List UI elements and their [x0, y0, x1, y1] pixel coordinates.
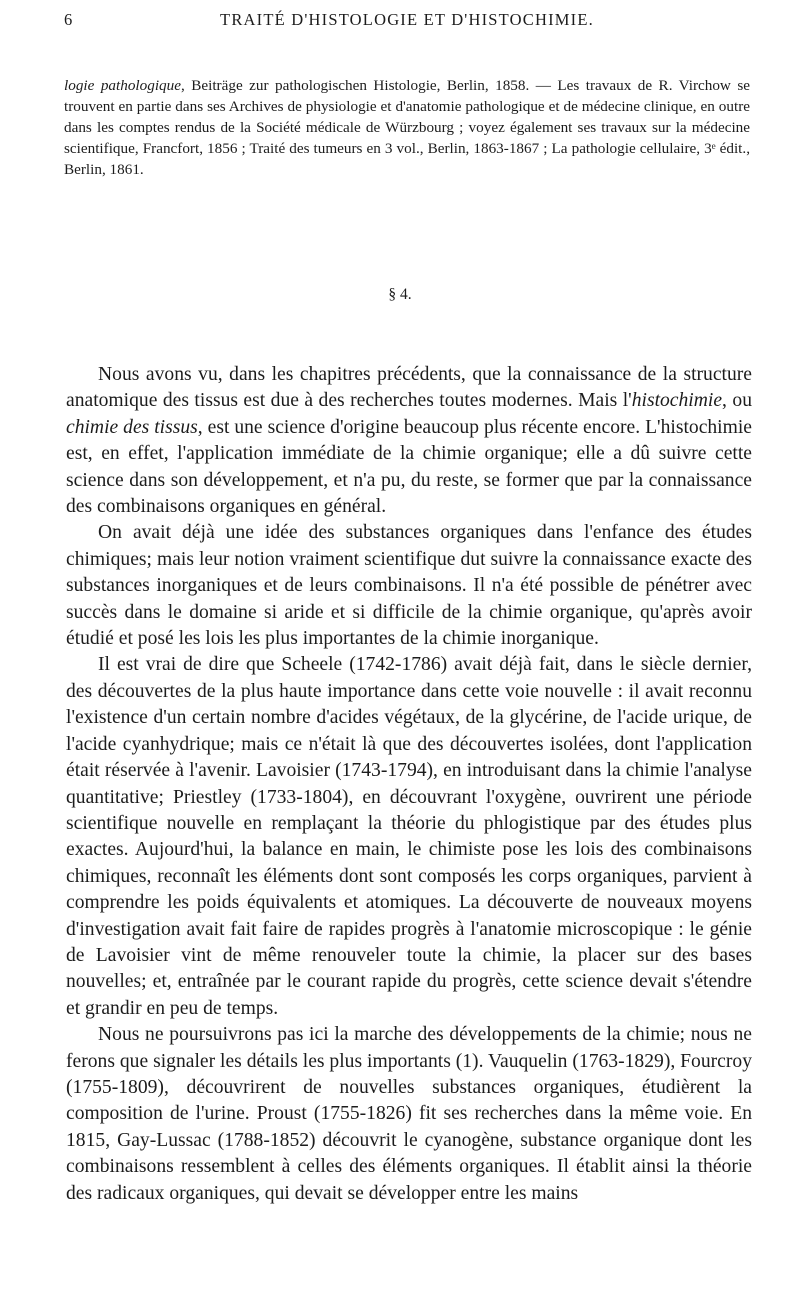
running-title: TRAITÉ D'HISTOLOGIE ET D'HISTOCHIMIE. [220, 10, 594, 29]
paragraph-3: Il est vrai de dire que Scheele (1742-1786) avait déjà fait, dans le siècle dernier, des découvertes de la plus haute importance dans cette voie nouvelle : il avait reconnu l'existence d'un certain nombre d'acides végétaux, de la glycérine, de l'acide urique, de l'acide cyanhydrique; mais ce n'était là que des découvertes isolées, dont l'application était réservée à l'avenir. Lavoisier (1743-1794), en introduisant dans la chimie l'analyse quantitative; Priestley (1733-1804), en découvrant l'oxygène, ouvrirent une période scientifique nouvelle en remplaçant la théorie du phlogistique par des études plus exactes. Aujourd'hui, la balance en main, le chimiste pose les lois des combinaisons chimiques, reconnaît les éléments dont sont composés les corps organiques, parvient à comprendre les poids équivalents et atomiques. La découverte de nouveaux moyens d'investigation avait fait faire de rapides progrès à l'anatomie microscopique : le génie de Lavoisier vint de même renouveler toute la chimie, la placer sur des bases nouvelles; et, entraînée par le courant rapide du progrès, cette science devait s'étendre et grandir en peu de temps. [66, 654, 752, 1019]
paragraph-1 [66, 362, 752, 520]
section-heading: § 4. [388, 286, 412, 303]
footnote-italic-title: logie pathologique [64, 77, 181, 94]
term-chimie-des-tissus: chimie des tissus [66, 416, 198, 438]
term-histochimie: histochimie [631, 390, 723, 412]
footnote-continuation [64, 75, 750, 180]
main-text [66, 362, 752, 1207]
paragraph-4: Nous ne poursuivrons pas ici la marche des développements de la chimie; nous ne ferons que signaler les détails les plus importants (1). Vauquelin (1763-1829), Fourcroy (1755-1809), découvrirent de nouvelles substances organiques, étudièrent la composition de l'urine. Proust (1755-1826) fit ses recherches dans la même voie. En 1815, Gay-Lussac (1788-1852) découvrit le cyanogène, substance organique dont les combinaisons ressemblent à celles des éléments organiques. Il établit ainsi la théorie des radicaux organiques, qui devait se développer entre les mains [66, 1024, 752, 1204]
page-number: 6 [64, 10, 74, 29]
footnote-text: , Beiträge zur pathologischen Histologie, Berlin, 1858. — Les travaux de R. Virchow se trouvent en partie dans ses Archives de physiologie et d'anatomie pathologique et de médecine clinique, en outre dans les comptes rendus de la Société médicale de Würzbourg ; voyez également ses travaux sur la médecine scientifique, Francfort, 1856 ; Traité des tumeurs en 3 vol., Berlin, 1863-1867 ; La pathologie cellulaire, 3ᵉ édit., Berlin, 1861. [64, 77, 750, 178]
paragraph-1-text-c: , ou [722, 390, 752, 412]
paragraph-2: On avait déjà une idée des substances organiques dans l'enfance des études chimiques; mais leur notion vraiment scientifique dut suivre la connaissance exacte des substances inorganiques et de leurs combinaisons. Il n'a été possible de pénétrer avec succès dans le domaine si aride et si difficile de la chimie organique, qu'après avoir étudié et posé les lois les plus importantes de la chimie inorganique. [66, 522, 752, 650]
running-head [64, 10, 750, 36]
paragraph-1-text-e: , est une science d'origine beaucoup plus récente encore. L'histochimie est, en effet, l'application immédiate de la chimie organique; elle a dû suivre cette science dans son développement, et n'a pu, du reste, se former que par la connaissance des combinaisons organiques en général. [66, 416, 753, 518]
paragraph-1-text-a: Nous avons vu, dans les chapitres précédents, que la connaissance de la structure anatomique des tissus est due à des recherches toutes modernes. Mais l' [66, 364, 752, 412]
